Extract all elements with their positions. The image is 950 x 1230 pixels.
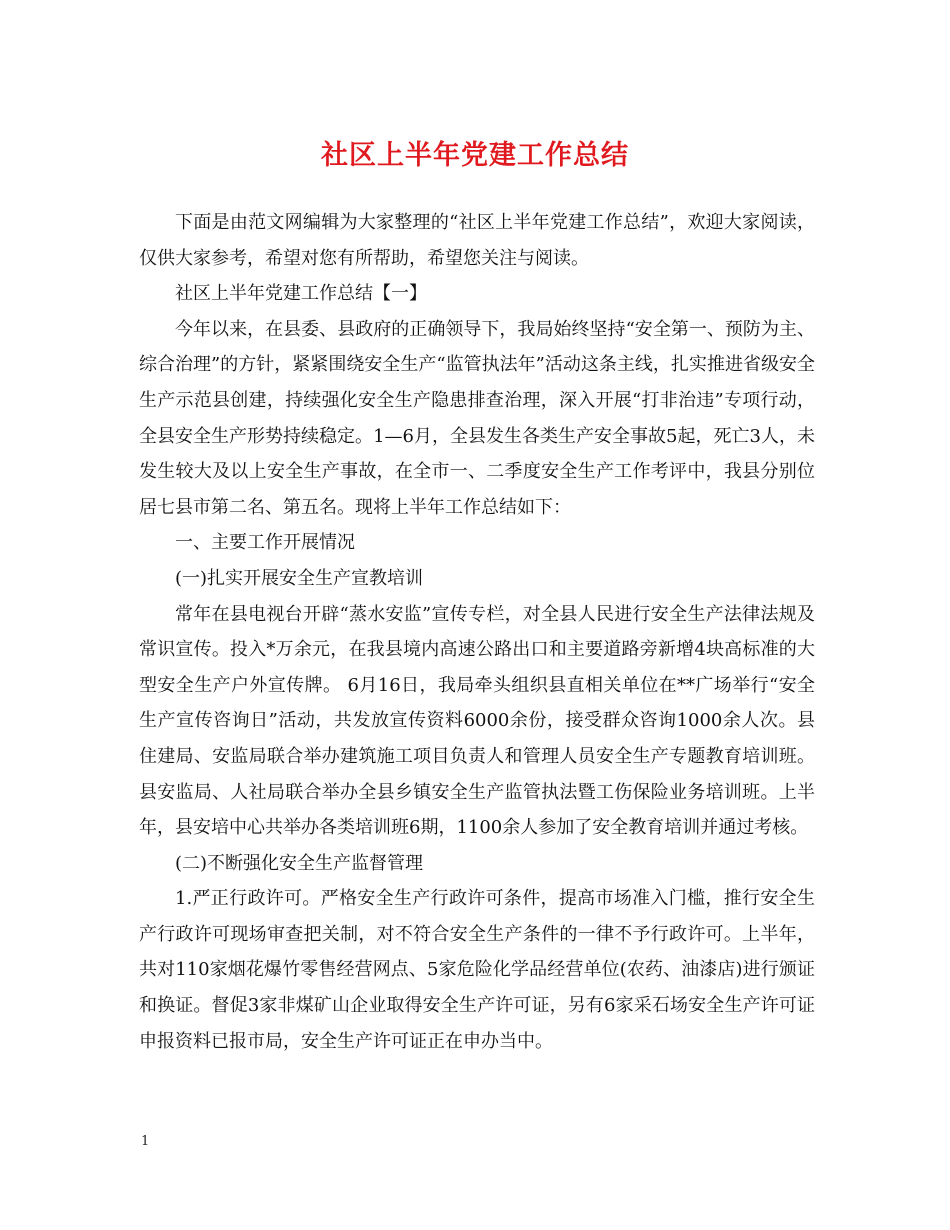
paragraph-heading-main-work: 一、主要工作开展情况: [175, 532, 355, 554]
paragraph-training: 常年在县电视台开辟“蒸水安监”宣传专栏，对全县人民进行安全生产法律法规及常识宣传。投入*万余元，在我县境内高速公路出口和主要道路旁新增4块高标准的大型安全生产户外宣传牌。 6月16日，我局牵头组织县直相关单位在**广场举行“安全生产宣传咨询日”活动，共发放宣传资料6000余份，接受群众咨询1000余人次。县住建局、安监局联合举办建筑施工项目负责人和管理人员安全生产专题教育培训班。县安监局、人社局联合举办全县乡镇安全生产监管执法暨工伤保险业务培训班。上半年，县安培中心共举办各类培训班6期，1100余人参加了安全教育培训并通过考核。: [139, 603, 815, 839]
paragraph-heading-training: (一)扎实开展安全生产宣教培训: [175, 567, 424, 589]
paragraph-intro: 下面是由范文网编辑为大家整理的“社区上半年党建工作总结”，欢迎大家阅读，仅供大家参考，希望对您有所帮助，希望您关注与阅读。: [139, 212, 815, 269]
paragraph-section-heading: 社区上半年党建工作总结【一】: [175, 283, 427, 305]
paragraph-overview: 今年以来，在县委、县政府的正确领导下，我局始终坚持“安全第一、预防为主、综合治理”的方针，紧紧围绕安全生产“监管执法年”活动这条主线，扎实推进省级安全生产示范县创建，持续强化安全生产隐患排查治理，深入开展“打非治违”专项行动，全县安全生产形势持续稳定。1—6月，全县发生各类生产安全事故5起，死亡3人，未发生较大及以上安全生产事故，在全市一、二季度安全生产工作考评中，我县分别位居七县市第二名、第五名。现将上半年工作总结如下：: [139, 318, 815, 518]
document-body: [139, 205, 815, 1059]
paragraph-licensing: 1.严正行政许可。严格安全生产行政许可条件，提高市场准入门槛，推行安全生产行政许可现场审查把关制，对不符合安全生产条件的一律不予行政许可。上半年，共对110家烟花爆竹零售经营网点、5家危险化学品经营单位(农药、油漆店)进行颁证和换证。督促3家非煤矿山企业取得安全生产许可证，另有6家采石场安全生产许可证申报资料已报市局，安全生产许可证正在申办当中。: [139, 888, 815, 1052]
page-number: 1: [141, 1134, 150, 1149]
paragraph-heading-supervision: (二)不断强化安全生产监督管理: [175, 852, 424, 874]
document-title: 社区上半年党建工作总结: [321, 140, 629, 171]
